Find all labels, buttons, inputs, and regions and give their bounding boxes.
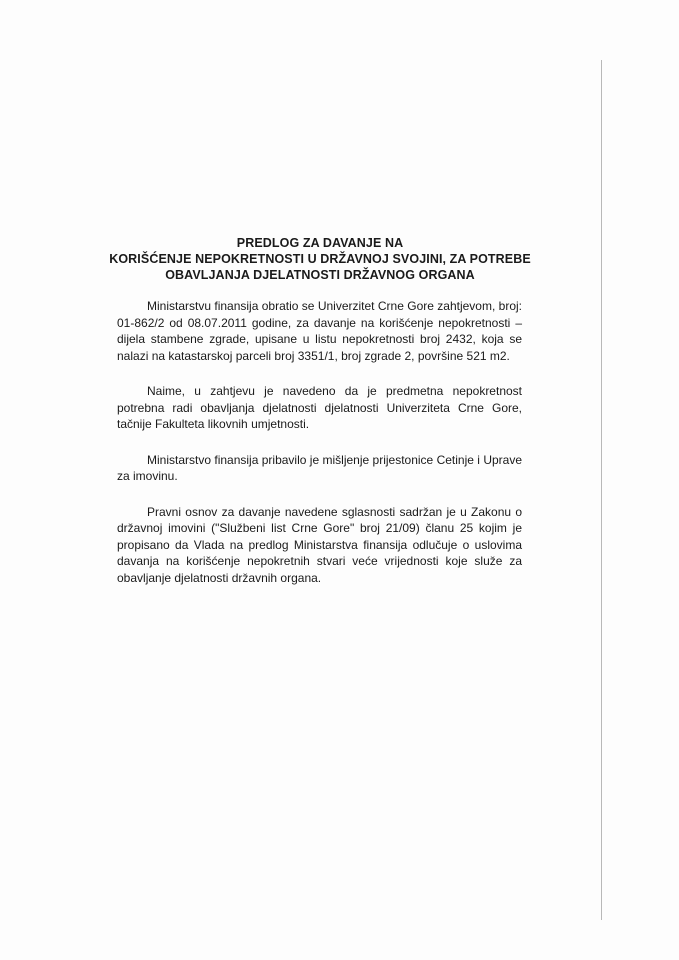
title-line-2: KORIŠĆENJE NEPOKRETNOSTI U DRŽAVNOJ SVOJINI, ZA POTREBE xyxy=(109,252,531,266)
title-line-3: OBAVLJANJA DJELATNOSTI DRŽAVNOG ORGANA xyxy=(165,268,475,282)
paragraph-request: Ministarstvu finansija obratio se Univerzitet Crne Gore zahtjevom, broj: 01-862/2 od 08.07.2011 godine, za davanje na korišćenje nepokretnosti – dijela stambene zgrade, upisane u listu nepokretnosti broj 2432, koja se nalazi na katastarskoj parceli broj 3351/1, broj zgrade 2, površine 521 m2. xyxy=(117,299,522,363)
paragraph-opinion: Ministarstvo finansija pribavilo je mišljenje prijestonice Cetinje i Uprave za imovinu. xyxy=(117,452,522,483)
scan-edge-line xyxy=(601,60,602,920)
paragraph-purpose: Naime, u zahtjevu je navedeno da je predmetna nepokretnost potrebna radi obavljanja djelatnosti djelatnosti Univerziteta Crne Gore, tačnije Fakulteta likovnih umjetnosti. xyxy=(117,384,522,431)
title-line-1: PREDLOG ZA DAVANJE NA xyxy=(236,236,404,250)
paragraph-legal-basis: Pravni osnov za davanje navedene sglasnosti sadržan je u Zakonu o državnoj imovini ("Službeni list Crne Gore" broj 21/09) članu 25 kojim je propisano da Vlada na predlog Ministarstva finansija odlučuje o uslovima davanja na korišćenje nepokretnih stvari veće vrijednosti koje služe za obavljanje djelatnosti državnih organa. xyxy=(117,504,522,585)
document-title xyxy=(100,235,540,283)
document-body xyxy=(117,298,522,605)
